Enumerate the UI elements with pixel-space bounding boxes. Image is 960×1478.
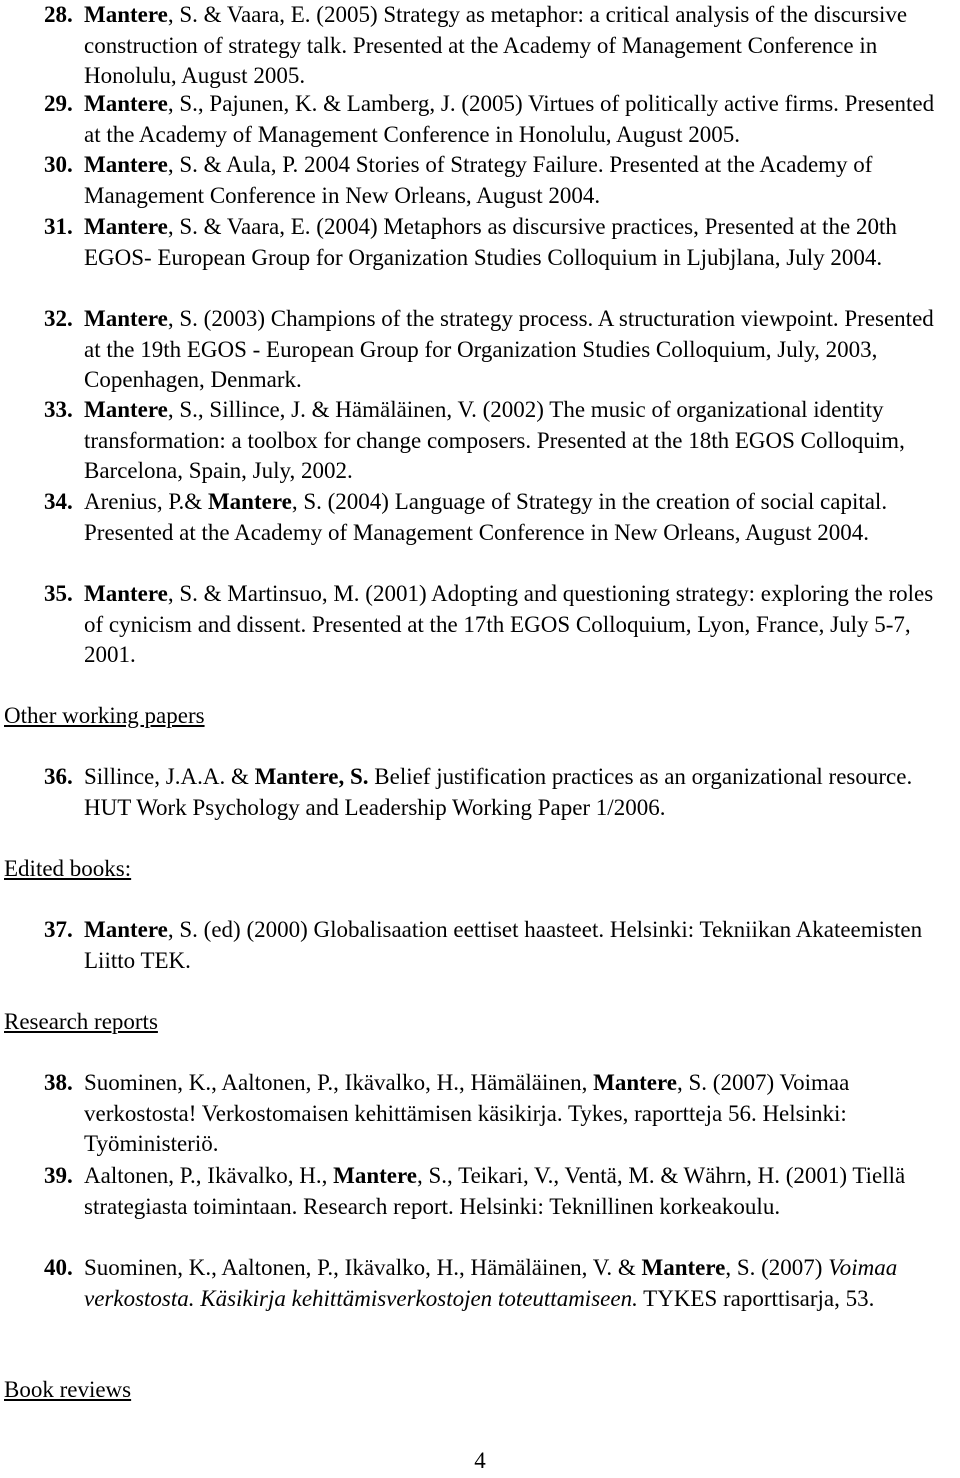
entry-number: 33. [44, 397, 73, 422]
section-heading-book-reviews: Book reviews [4, 1377, 132, 1402]
entry-number: 38. [44, 1070, 73, 1095]
reference-entry-30 [44, 150, 956, 211]
entry-text [84, 762, 956, 823]
entry-text-segment: Suominen, K., Aaltonen, P., Ikävalko, H., Hämäläinen, V. & [84, 1255, 642, 1280]
reference-entry-35 [44, 579, 956, 671]
entry-text [84, 0, 956, 92]
entry-number: 36. [44, 764, 73, 789]
entry-number: 35. [44, 581, 73, 606]
entry-text-segment: , S. & Vaara, E. (2005) Strategy as metaphor: a critical analysis of the discursive construction of strategy talk. Presented at the Academy of Management Conference in Honolulu, August 2005. [84, 2, 908, 88]
author-name-bold: Mantere [333, 1163, 418, 1188]
entry-number: 34. [44, 489, 73, 514]
entry-text-segment: , S. & Aula, P. 2004 Stories of Strategy Failure. Presented at the Academy of Management Conference in New Orleans, August 2004. [84, 152, 873, 208]
entry-text [84, 89, 956, 150]
entry-text-segment: Arenius, P.& [84, 489, 208, 514]
page-number: 4 [474, 1448, 486, 1473]
entry-text-segment: , S. & Vaara, E. (2004) Metaphors as discursive practices, Presented at the 20th EGOS- European Group for Organization Studies Colloquium in Ljubjlana, July 2004. [84, 214, 897, 270]
entry-text-segment: Aaltonen, P., Ikävalko, H., [84, 1163, 334, 1188]
entry-text-segment: , S. (ed) (2000) Globalisaation eettiset haasteet. Helsinki: Tekniikan Akateemisten Liitto TEK. [84, 917, 923, 973]
reference-entry-39 [44, 1161, 956, 1222]
author-name-bold: Mantere [593, 1070, 677, 1095]
section-heading-edited-books: Edited books: [4, 856, 132, 881]
entry-text-segment: , S. (2004) Language of Strategy in the creation of social capital. Presented at the Academy of Management Conference in New Orleans, August 2004. [84, 489, 888, 545]
entry-text-segment: , S. (2007) [725, 1255, 829, 1280]
entry-number: 29. [44, 91, 73, 116]
section-heading-other-working-papers: Other working papers [4, 703, 205, 728]
entry-text-segment: , S., Teikari, V., Ventä, M. & Währn, H. (2001) Tiellä strategiasta toimintaan. Research report. Helsinki: Teknillinen korkeakoulu. [84, 1163, 906, 1219]
entry-number: 28. [44, 2, 73, 27]
author-name-bold: Mantere [84, 91, 168, 116]
author-name-bold: Mantere [84, 152, 168, 177]
reference-entry-29 [44, 89, 956, 150]
entry-text-segment: TYKES raporttisarja, 53. [637, 1285, 875, 1311]
author-name-bold: Mantere, S. [254, 764, 369, 789]
entry-number: 30. [44, 152, 73, 177]
entry-number: 40. [44, 1255, 73, 1280]
reference-entry-38 [44, 1068, 956, 1160]
reference-entry-36 [44, 762, 956, 823]
entry-text [84, 1068, 956, 1160]
reference-entry-40 [44, 1253, 956, 1314]
entry-text [84, 212, 956, 273]
author-name-bold: Mantere [641, 1255, 726, 1280]
italic-title: Voimaa verkostosta. Käsikirja kehittämisverkostojen toteuttamiseen. [84, 1255, 898, 1311]
entry-text-segment: , S. (2003) Champions of the strategy process. A structuration viewpoint. Presented at the 19th EGOS - European Group for Organization Studies Colloquium, July, 2003, Copenhagen, Denmark. [84, 306, 934, 392]
entry-text [84, 1253, 956, 1314]
author-name-bold: Mantere [84, 214, 168, 239]
reference-entry-37 [44, 915, 956, 976]
section-heading-research-reports: Research reports [4, 1009, 158, 1034]
entry-text [84, 487, 956, 548]
entry-number: 32. [44, 306, 73, 331]
entry-text [84, 915, 956, 976]
reference-entry-33 [44, 395, 956, 487]
author-name-bold: Mantere [84, 306, 168, 331]
entry-text [84, 1161, 956, 1222]
reference-entry-28 [44, 0, 956, 92]
entry-text-segment: , S. & Martinsuo, M. (2001) Adopting and questioning strategy: exploring the roles of cynicism and dissent. Presented at the 17th EGOS Colloquium, Lyon, France, July 5-7, 2001. [84, 581, 934, 667]
author-name-bold: Mantere [84, 917, 168, 942]
author-name-bold: Mantere [207, 489, 292, 514]
author-name-bold: Mantere [84, 2, 168, 27]
entry-number: 31. [44, 214, 73, 239]
author-name-bold: Mantere [84, 397, 168, 422]
reference-entry-31 [44, 212, 956, 273]
entry-text-segment: , S., Sillince, J. & Hämäläinen, V. (2002) The music of organizational identity transformation: a toolbox for change composers. Presented at the 18th EGOS Colloquim, Barcelona, Spain, July, 2002. [84, 397, 905, 483]
reference-entry-34 [44, 487, 956, 548]
entry-text [84, 579, 956, 671]
entry-text [84, 395, 956, 487]
reference-entry-32 [44, 304, 956, 396]
entry-number: 39. [44, 1163, 73, 1188]
entry-number: 37. [44, 917, 73, 942]
entry-text-segment: , S., Pajunen, K. & Lamberg, J. (2005) Virtues of politically active firms. Presented at the Academy of Management Conference in Honolulu, August 2005. [84, 91, 935, 147]
entry-text-segment: , S. (2007) Voimaa verkostosta! Verkostomaisen kehittämisen käsikirja. Tykes, raportteja 56. Helsinki: Työministeriö. [84, 1070, 850, 1156]
entry-text-segment: Suominen, K., Aaltonen, P., Ikävalko, H., Hämäläinen, [84, 1070, 594, 1095]
entry-text-segment: Sillince, J.A.A. & [84, 764, 255, 789]
entry-text [84, 304, 956, 396]
entry-text [84, 150, 956, 211]
entry-text-segment: Belief justification practices as an organizational resource. HUT Work Psychology and Leadership Working Paper 1/2006. [84, 764, 913, 820]
author-name-bold: Mantere [84, 581, 168, 606]
